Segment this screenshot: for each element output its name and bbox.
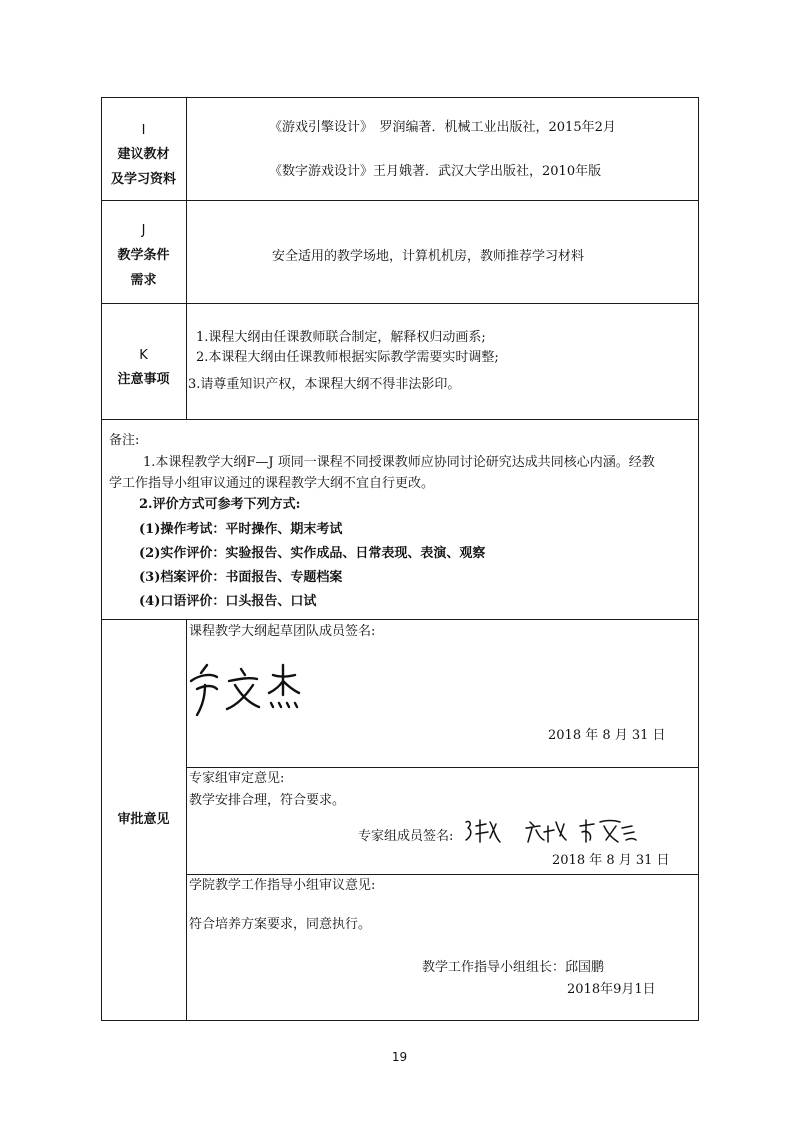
expert-signatures xyxy=(460,812,640,852)
expert-opinion: 教学安排合理，符合要求。 xyxy=(189,793,346,808)
row-divider xyxy=(186,874,699,875)
column-divider xyxy=(186,97,187,419)
notes-line2: 学工作指导小组审议通过的课程教学大纲不宜自行更改。 xyxy=(109,476,435,491)
drafting-label: 课程教学大纲起草团队成员签名: xyxy=(189,624,376,639)
page-number: 19 xyxy=(391,1050,408,1064)
row-divider xyxy=(101,619,699,620)
note-item: 3.请尊重知识产权，本课程大纲不得非法影印。 xyxy=(188,377,461,392)
table-border-right xyxy=(698,97,699,1021)
notes-line1: 1.本课程教学大纲F—J 项同一课程不同授课教师应协同讨论研究达成共同核心内涵。经教 xyxy=(143,455,655,470)
book-item: 《游戏引擎设计》 罗润编著．机械工业出版社，2015年2月 xyxy=(269,120,616,135)
eval-item: (3)档案评价：书面报告、专题档案 xyxy=(139,570,343,585)
book-item: 《数字游戏设计》王月娥著．武汉大学出版社，2010年版 xyxy=(269,164,602,179)
college-opinion: 符合培养方案要求，同意执行。 xyxy=(189,917,372,932)
eval-item: (4)口语评价：口头报告、口试 xyxy=(139,594,317,609)
note-item: 1.课程大纲由任课教师联合制定，解释权归动画系; xyxy=(196,330,486,345)
section-i-title-line1: 建议教材 xyxy=(117,147,170,162)
expert-date: 2018 年 8 月 31 日 xyxy=(552,853,670,868)
row-divider xyxy=(101,419,699,420)
eval-item: (1)操作考试：平时操作、期末考试 xyxy=(139,522,343,537)
section-j-title-line1: 教学条件 xyxy=(117,248,170,263)
table-border-bottom xyxy=(101,1020,699,1021)
approval-label: 审批意见 xyxy=(117,812,170,827)
row-divider xyxy=(101,200,699,201)
college-leader: 教学工作指导小组组长：邱国鹏 xyxy=(422,960,605,975)
drafting-signature xyxy=(183,655,313,725)
table-border-top xyxy=(101,97,699,98)
section-j-letter: J xyxy=(141,223,146,238)
section-k-letter: K xyxy=(139,348,148,363)
section-i-title-line2: 及学习资料 xyxy=(110,172,176,187)
section-j-content: 安全适用的教学场地，计算机机房，教师推荐学习材料 xyxy=(272,249,585,264)
row-divider xyxy=(186,767,699,768)
drafting-date: 2018 年 8 月 31 日 xyxy=(548,728,666,743)
eval-title: 2.评价方式可参考下列方式: xyxy=(139,497,301,512)
eval-item: (2)实作评价：实验报告、实作成品、日常表现、表演、观察 xyxy=(139,546,486,561)
expert-label: 专家组审定意见: xyxy=(189,771,285,786)
section-j-title-line2: 需求 xyxy=(130,273,157,288)
college-label: 学院教学工作指导小组审议意见: xyxy=(189,878,376,893)
section-i-letter: I xyxy=(141,123,146,138)
expert-signer-label: 专家组成员签名: xyxy=(358,829,454,844)
section-k-title: 注意事项 xyxy=(117,372,170,387)
notes-label: 备注: xyxy=(109,433,140,448)
drafting-signature-name: 卢文杰 xyxy=(183,655,186,656)
note-item: 2.本课程大纲由任课教师根据实际教学需要实时调整; xyxy=(196,350,499,365)
college-date: 2018年9月1日 xyxy=(567,982,656,997)
row-divider xyxy=(101,303,699,304)
